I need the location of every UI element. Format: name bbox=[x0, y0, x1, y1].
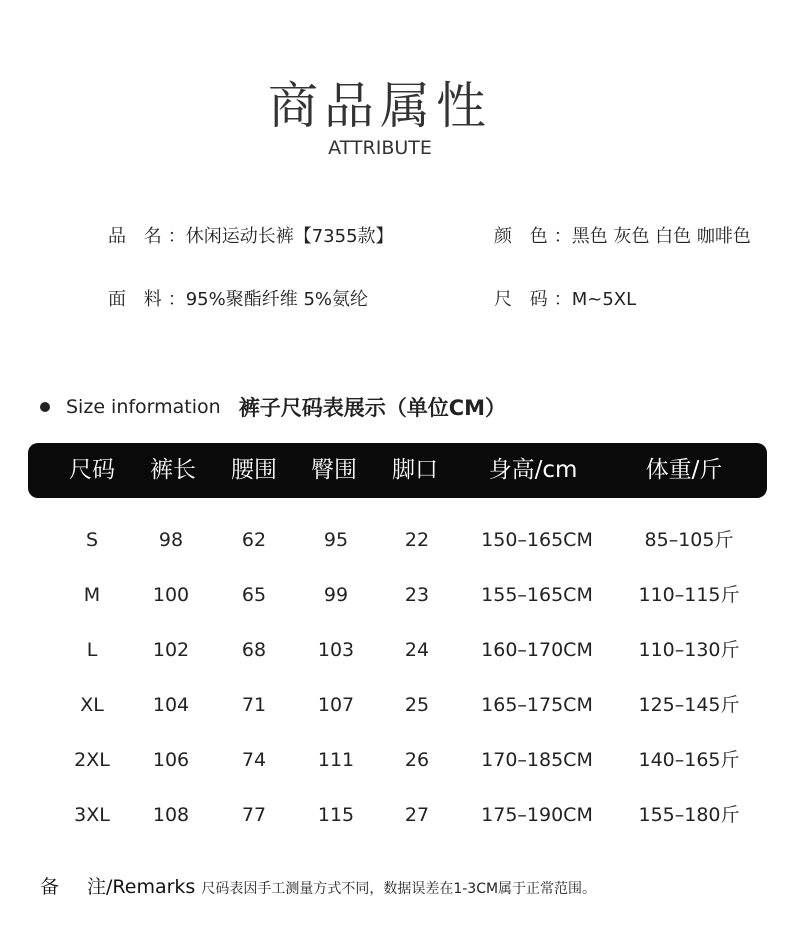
page-subtitle: ATTRIBUTE bbox=[328, 137, 432, 159]
attr-color-value: ：黑色 灰色 白色 咖啡色 bbox=[553, 226, 751, 247]
table-row bbox=[0, 685, 790, 725]
cell-hip: 99 bbox=[323, 584, 349, 606]
table-row bbox=[0, 520, 790, 560]
cell-hip: 115 bbox=[317, 804, 355, 826]
attr-fabric-value: ：95%聚酯纤维 5%氨纶 bbox=[167, 289, 369, 310]
remarks-label-b: 注/Remarks bbox=[87, 876, 196, 898]
cell-hem: 22 bbox=[404, 529, 430, 551]
page-title: 商品属性 bbox=[268, 77, 492, 135]
cell-length: 100 bbox=[152, 584, 190, 606]
cell-hip: 95 bbox=[323, 529, 349, 551]
attr-name-value: ：休闲运动长裤【7355款】 bbox=[167, 226, 394, 247]
cell-size: 3XL bbox=[74, 804, 110, 826]
column-header-size: 尺码 bbox=[69, 457, 115, 483]
cell-weight: 110–115斤 bbox=[638, 584, 740, 606]
cell-length: 108 bbox=[152, 804, 190, 826]
cell-waist: 74 bbox=[241, 749, 267, 771]
cell-height: 175–190CM bbox=[481, 804, 593, 826]
bullet-dot-icon bbox=[40, 402, 50, 412]
cell-height: 155–165CM bbox=[481, 584, 593, 606]
cell-hem: 26 bbox=[404, 749, 430, 771]
cell-hem: 23 bbox=[404, 584, 430, 606]
cell-size: S bbox=[85, 529, 99, 551]
cell-hem: 27 bbox=[404, 804, 430, 826]
cell-hem: 25 bbox=[404, 694, 430, 716]
attr-fabric bbox=[108, 285, 368, 311]
cell-length: 98 bbox=[158, 529, 184, 551]
attr-name-label: 品 名 bbox=[108, 226, 168, 247]
cell-weight: 85–105斤 bbox=[644, 529, 734, 551]
cell-size: M bbox=[83, 584, 101, 606]
cell-waist: 65 bbox=[241, 584, 267, 606]
cell-hip: 103 bbox=[317, 639, 355, 661]
cell-weight: 155–180斤 bbox=[638, 804, 740, 826]
attr-fabric-label: 面 料 bbox=[108, 289, 168, 310]
remarks bbox=[40, 872, 596, 899]
cell-height: 165–175CM bbox=[481, 694, 593, 716]
table-row bbox=[0, 740, 790, 780]
attr-size bbox=[494, 285, 636, 311]
attr-color bbox=[494, 222, 751, 248]
cell-waist: 77 bbox=[241, 804, 267, 826]
cell-size: XL bbox=[80, 694, 104, 716]
column-header-waist: 腰围 bbox=[231, 457, 277, 483]
size-table-header bbox=[28, 443, 767, 498]
column-header-length: 裤长 bbox=[150, 457, 196, 483]
cell-length: 106 bbox=[152, 749, 190, 771]
remarks-label-a: 备 bbox=[40, 876, 60, 898]
cell-weight: 125–145斤 bbox=[638, 694, 740, 716]
cell-size: L bbox=[86, 639, 98, 661]
remarks-label bbox=[40, 872, 195, 899]
cell-waist: 68 bbox=[241, 639, 267, 661]
column-header-hem: 脚口 bbox=[392, 457, 438, 483]
table-row bbox=[0, 795, 790, 835]
size-section-title-en: Size information bbox=[66, 396, 221, 418]
attr-size-value: ：M~5XL bbox=[553, 289, 637, 310]
cell-weight: 140–165斤 bbox=[638, 749, 740, 771]
size-section-heading bbox=[40, 392, 506, 422]
cell-hem: 24 bbox=[404, 639, 430, 661]
table-row bbox=[0, 630, 790, 670]
cell-height: 150–165CM bbox=[481, 529, 593, 551]
attr-size-label: 尺 码 bbox=[494, 289, 554, 310]
cell-hip: 107 bbox=[317, 694, 355, 716]
column-header-weight: 体重/斤 bbox=[645, 457, 723, 483]
column-header-height: 身高/cm bbox=[488, 457, 578, 483]
cell-hip: 111 bbox=[317, 749, 355, 771]
size-section-title-cn: 裤子尺码表展示（单位CM） bbox=[238, 396, 507, 420]
column-header-hip: 臀围 bbox=[311, 457, 357, 483]
cell-size: 2XL bbox=[74, 749, 110, 771]
cell-waist: 62 bbox=[241, 529, 267, 551]
attr-name bbox=[108, 222, 394, 248]
cell-length: 104 bbox=[152, 694, 190, 716]
cell-height: 170–185CM bbox=[481, 749, 593, 771]
cell-length: 102 bbox=[152, 639, 190, 661]
cell-weight: 110–130斤 bbox=[638, 639, 740, 661]
cell-waist: 71 bbox=[241, 694, 267, 716]
attr-color-label: 颜 色 bbox=[494, 226, 554, 247]
cell-height: 160–170CM bbox=[481, 639, 593, 661]
table-row bbox=[0, 575, 790, 615]
remarks-text: 尺码表因手工测量方式不同，数据误差在1-3CM属于正常范围。 bbox=[201, 881, 597, 897]
